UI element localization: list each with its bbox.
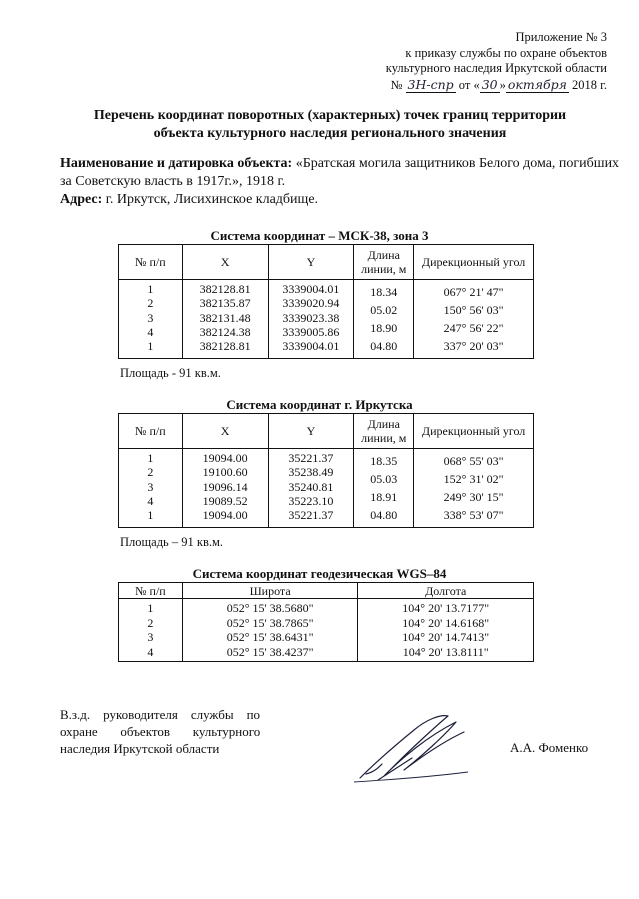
msk-coordinates-table — [118, 244, 534, 359]
header-longitude: Долгота — [358, 583, 534, 599]
order-month-handwritten: октября — [507, 76, 567, 92]
object-name-label: Наименование и датировка объекта: — [60, 156, 293, 171]
title-line: объекта культурного наследия регионального значения — [153, 126, 507, 141]
order-number-line — [386, 77, 607, 94]
date-prefix: от « — [458, 77, 480, 92]
handwritten-signature — [352, 708, 470, 784]
object-info — [60, 155, 620, 209]
irk-area: Площадь – 91 кв.м. — [120, 535, 224, 549]
appendix-line: Приложение № 3 — [515, 30, 607, 44]
wgs-coordinates-table — [118, 582, 534, 662]
num-cell: 1 2 3 4 1 — [119, 449, 183, 528]
length-cell: 18.34 05.02 18.90 04.80 — [354, 280, 414, 359]
object-name — [60, 155, 620, 191]
number-prefix: № — [390, 77, 403, 92]
title-line: Перечень координат поворотных (характерных) точек границ территории — [93, 108, 567, 123]
header-y: Y — [268, 414, 354, 449]
longitude-cell: 104° 20' 13.7177" 104° 20' 14.6168" 104° 20' 14.7413" 104° 20' 13.8111" — [358, 599, 534, 662]
table-header-row — [119, 414, 534, 449]
appendix-line: культурного наследия Иркутской области — [385, 61, 607, 75]
signer-name: А.А. Фоменко — [510, 740, 589, 755]
object-address — [60, 191, 620, 209]
header-direction: Дирекционный угол — [414, 245, 534, 280]
x-cell: 382128.81 382135.87 382131.48 382124.38 382128.81 — [182, 280, 268, 359]
signer-line: охране объектов культурного — [60, 724, 261, 739]
header-length: Длина линии, м — [354, 414, 414, 449]
table-row — [119, 280, 534, 359]
header-latitude: Широта — [182, 583, 358, 599]
direction-cell: 068° 55' 03" 152° 31' 02" 249° 30' 15" 338° 53' 07" — [414, 449, 534, 528]
header-num: № п/п — [119, 245, 183, 280]
order-number-handwritten: 3H-спр — [407, 76, 454, 92]
signer-position — [60, 706, 296, 757]
header-x: X — [182, 414, 268, 449]
irk-table-title: Система координат г. Иркутска — [226, 397, 413, 412]
header-length: Длина линии, м — [354, 245, 414, 280]
object-address-value: г. Иркутск, Лисихинское кладбище. — [105, 192, 319, 207]
order-day-handwritten: 30 — [481, 76, 498, 92]
signer-line: В.з.д. руководителя службы по — [60, 707, 261, 722]
object-name-value: «Братская могила защитников Белого дома, погибших за Советскую власть в 1917г.», 1918 г. — [60, 156, 620, 189]
num-cell: 1 2 3 4 1 — [119, 280, 183, 359]
length-cell: 18.35 05.03 18.91 04.80 — [354, 449, 414, 528]
table-row — [119, 449, 534, 528]
y-cell: 35221.37 35238.49 35240.81 35223.10 35221.37 — [268, 449, 354, 528]
irk-coordinates-table — [118, 413, 534, 528]
header-num: № п/п — [119, 583, 183, 599]
y-cell: 3339004.01 3339020.94 3339023.38 3339005.86 3339004.01 — [268, 280, 354, 359]
date-mid: » — [499, 77, 506, 92]
table-header-row — [119, 583, 534, 599]
msk-area: Площадь - 91 кв.м. — [120, 366, 221, 380]
latitude-cell: 052° 15' 38.5680" 052° 15' 38.7865" 052° 15' 38.6431" 052° 15' 38.4237" — [182, 599, 358, 662]
table-row — [119, 599, 534, 662]
year-suffix: 2018 г. — [572, 77, 607, 92]
header-x: X — [182, 245, 268, 280]
direction-cell: 067° 21' 47" 150° 56' 03" 247° 56' 22" 337° 20' 03" — [414, 280, 534, 359]
msk-table-title: Система координат – МСК-38, зона 3 — [210, 228, 429, 243]
signer-line: наследия Иркутской области — [60, 741, 220, 756]
num-cell: 1 2 3 4 — [119, 599, 183, 662]
table-header-row — [119, 245, 534, 280]
header-num: № п/п — [119, 414, 183, 449]
header-y: Y — [268, 245, 354, 280]
header-direction: Дирекционный угол — [414, 414, 534, 449]
appendix-header — [386, 30, 607, 93]
object-address-label: Адрес: — [60, 192, 103, 207]
document-title — [60, 107, 600, 143]
x-cell: 19094.00 19100.60 19096.14 19089.52 19094.00 — [182, 449, 268, 528]
wgs-table-title: Система координат геодезическая WGS–84 — [192, 566, 447, 581]
appendix-line: к приказу службы по охране объектов — [405, 45, 607, 60]
